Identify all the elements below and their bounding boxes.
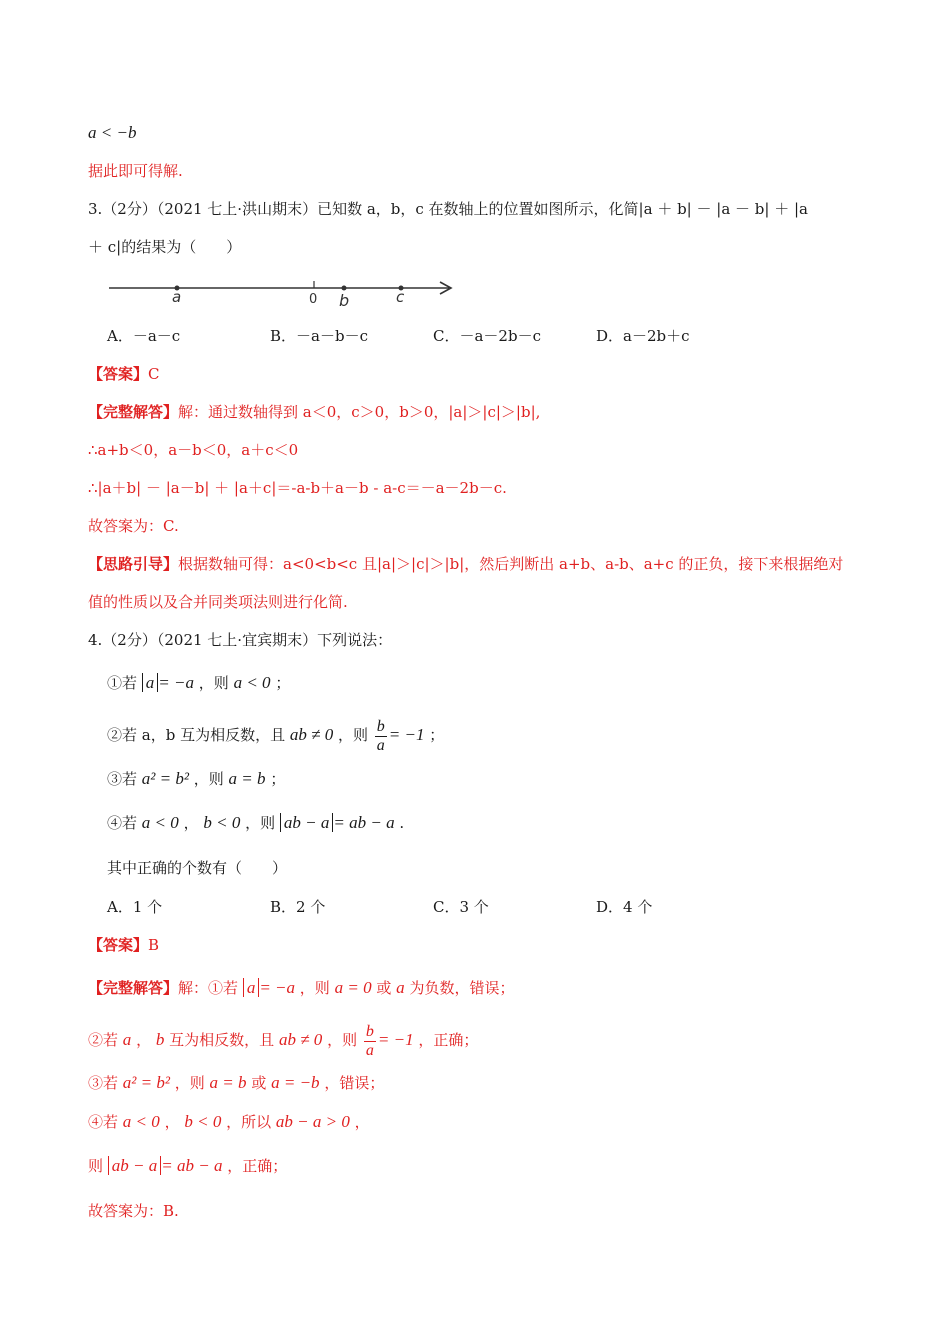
sol3-math-2: a = −b xyxy=(271,1073,320,1092)
s3-end: ； xyxy=(270,770,286,788)
q4-solution-4 xyxy=(88,1111,370,1133)
q3-solution-2: ∴a+b＜0，a－b＜0，a＋c＜0 xyxy=(88,441,299,459)
s4-end: . xyxy=(399,814,405,832)
sol1-abs: a xyxy=(243,978,260,997)
sol2-denominator: a xyxy=(365,1041,374,1059)
s2-denominator: a xyxy=(376,736,385,754)
sol5-rhs: = ab − a xyxy=(161,1156,223,1175)
label-a: a xyxy=(172,288,182,306)
sol4-so: ，所以 xyxy=(226,1113,272,1131)
sol1-then: ，则 xyxy=(299,979,330,997)
q3-solution-3: ∴|a＋b| － |a－b| ＋ |a＋c|＝-a-b＋a－b - a-c＝－a－2b－c. xyxy=(88,479,507,497)
sol3-end: ，错误； xyxy=(324,1074,385,1092)
q4-statement-2 xyxy=(107,713,444,757)
s2-end: ； xyxy=(429,726,445,744)
point-b-dot xyxy=(342,286,347,291)
q4-solution-5 xyxy=(88,1155,287,1177)
s3-lhs: a² = b² xyxy=(141,769,189,788)
s4-then: ，则 xyxy=(245,814,276,832)
q3-option-c: C．－a－2b－c xyxy=(433,327,541,345)
sol2-a: a xyxy=(122,1030,132,1049)
s3-then: ，则 xyxy=(193,770,224,788)
answer-tag: 【答案】 xyxy=(88,936,149,954)
s3-prefix: ③若 xyxy=(107,770,138,788)
sol4-prefix: ④若 xyxy=(88,1113,119,1131)
solution-text: 解：通过数轴得到 a＜0，c＞0，b＞0，|a|＞|c|＞|b|, xyxy=(178,403,541,421)
s2-numerator: b xyxy=(376,717,385,735)
q3-option-b: B．－a－b－c xyxy=(270,327,368,345)
sol1-end: 为负数，错误； xyxy=(409,979,515,997)
answer-value: B xyxy=(148,936,160,954)
label-zero: 0 xyxy=(309,292,318,307)
sol2-b: b xyxy=(155,1030,165,1049)
q3-answer xyxy=(88,363,160,385)
sol4-end: ， xyxy=(354,1113,370,1131)
q4-statement-3 xyxy=(107,768,285,790)
q3-solution-1 xyxy=(88,401,540,423)
inequality-line: a < −b xyxy=(88,123,137,142)
sol1-math-1: a = 0 xyxy=(334,978,372,997)
sol3-or: 或 xyxy=(251,1074,267,1092)
answer-value: C xyxy=(148,365,160,383)
q3-hint-2: 值的性质以及合并同类项法则进行化简. xyxy=(88,593,348,611)
sol2-then: ，则 xyxy=(327,1031,358,1049)
solution-tag: 【完整解答】 xyxy=(88,979,179,997)
s1-then: ，则 xyxy=(198,674,229,692)
sol1-or: 或 xyxy=(376,979,392,997)
q3-option-a: A．－a－c xyxy=(107,327,181,345)
q3-option-d: D．a－2b＋c xyxy=(596,327,690,345)
q3-hint-1 xyxy=(88,553,843,575)
sol3-prefix: ③若 xyxy=(88,1074,119,1092)
q4-option-d: D．4 个 xyxy=(596,898,653,916)
s4-cond-2: b < 0 xyxy=(203,813,241,832)
sol5-prefix: 则 xyxy=(88,1157,104,1175)
q4-option-a: A．1 个 xyxy=(107,898,163,916)
sol2-end: ，正确； xyxy=(418,1031,479,1049)
q4-answer xyxy=(88,934,159,956)
q4-solution-6: 故答案为：B. xyxy=(88,1202,179,1220)
number-line-figure xyxy=(105,272,465,310)
q4-option-c: C．3 个 xyxy=(433,898,489,916)
conclusion-line: 据此即可得解. xyxy=(88,162,183,180)
label-c: c xyxy=(396,288,405,306)
q3-stem-line-1: 3.（2分）（2021 七上·洪山期末）已知数 a，b，c 在数轴上的位置如图所示，化简|a ＋ b| － |a － b| ＋ |a xyxy=(88,200,808,218)
s4-abs: ab − a xyxy=(280,813,333,832)
q4-solution-3 xyxy=(88,1072,384,1094)
label-b: b xyxy=(339,291,350,310)
s1-abs: a xyxy=(142,673,159,692)
s2-prefix: ②若 a，b 互为相反数，且 xyxy=(107,726,286,744)
sol2-rhs: = −1 xyxy=(377,1030,414,1049)
s2-then: ，则 xyxy=(338,726,369,744)
answer-tag: 【答案】 xyxy=(88,365,149,383)
solution-tag: 【完整解答】 xyxy=(88,403,179,421)
sol3-lhs: a² = b² xyxy=(122,1073,170,1092)
s4-sep: ， xyxy=(183,814,199,832)
sol5-abs: ab − a xyxy=(108,1156,161,1175)
sol1-math-2: a xyxy=(396,978,405,997)
s2-condition: ab ≠ 0 xyxy=(289,725,334,744)
sol2-comma: ， xyxy=(136,1031,152,1049)
q3-solution-4: 故答案为：C. xyxy=(88,517,179,535)
sol2-prefix: ②若 xyxy=(88,1031,119,1049)
sol1-prefix: 解：①若 xyxy=(178,979,239,997)
s1-end: ； xyxy=(275,674,291,692)
sol2-condition: ab ≠ 0 xyxy=(278,1030,323,1049)
s1-conclusion: a < 0 xyxy=(233,673,271,692)
q3-stem-line-2: ＋ c|的结果为（ ） xyxy=(88,238,242,256)
sol2-numerator: b xyxy=(365,1022,374,1040)
sol3-then: ，则 xyxy=(174,1074,205,1092)
s1-prefix: ①若 xyxy=(107,674,138,692)
s2-fraction xyxy=(375,718,387,755)
q4-solution-1 xyxy=(88,977,514,999)
s1-rhs: = −a xyxy=(158,673,194,692)
q4-solution-2 xyxy=(88,1018,478,1062)
sol2-mid: 互为相反数，且 xyxy=(169,1031,275,1049)
sol4-cond-1: a < 0 xyxy=(122,1112,160,1131)
s2-rhs: = −1 xyxy=(388,725,425,744)
sol4-cond-2: b < 0 xyxy=(184,1112,222,1131)
q4-question: 其中正确的个数有（ ） xyxy=(107,859,288,877)
sol4-cond-3: ab − a > 0 xyxy=(275,1112,350,1131)
sol2-fraction xyxy=(364,1023,376,1060)
s3-conclusion: a = b xyxy=(228,769,266,788)
sol3-math-1: a = b xyxy=(209,1073,247,1092)
hint-text: 根据数轴可得：a<0<b<c 且|a|＞|c|＞|b|，然后判断出 a+b、a-b、a+c 的正负，接下来根据绝对 xyxy=(178,555,844,573)
q4-stem: 4.（2分）（2021 七上·宜宾期末）下列说法： xyxy=(88,631,393,649)
s4-cond-1: a < 0 xyxy=(141,813,179,832)
q4-statement-1 xyxy=(107,672,290,694)
q4-option-b: B．2 个 xyxy=(270,898,326,916)
s4-rhs: = ab − a xyxy=(333,813,395,832)
sol4-sep: ， xyxy=(164,1113,180,1131)
hint-tag: 【思路引导】 xyxy=(88,555,179,573)
q4-statement-4 xyxy=(107,812,404,834)
sol1-rhs: = −a xyxy=(259,978,296,997)
s4-prefix: ④若 xyxy=(107,814,138,832)
sol5-end: ，正确； xyxy=(227,1157,288,1175)
